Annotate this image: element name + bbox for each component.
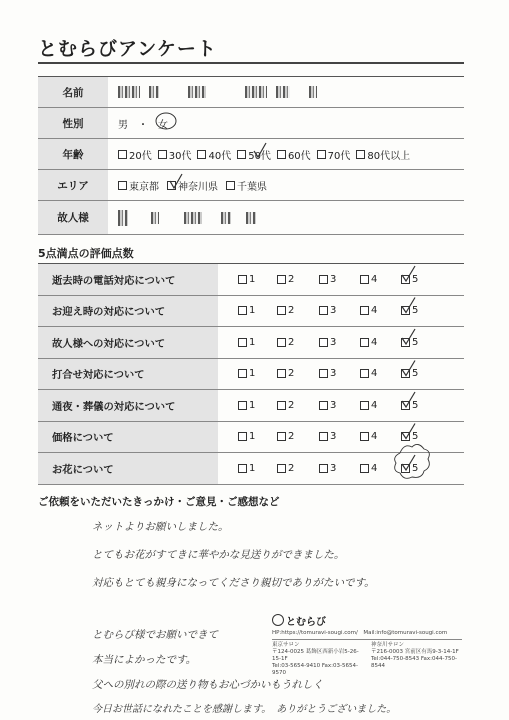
rating-label: お迎え時の対応について xyxy=(38,296,218,327)
age-row xyxy=(38,139,464,170)
checkbox-icon xyxy=(360,275,369,284)
rating-row xyxy=(38,359,464,391)
checkbox-icon xyxy=(319,432,328,441)
rating-label: 故人様への対応について xyxy=(38,327,218,358)
rating-score-option[interactable]: 5 xyxy=(401,431,418,442)
kanagawa-salon-name: 神奈川サロン xyxy=(371,642,405,648)
rating-score-option[interactable]: 4 xyxy=(360,274,377,285)
rating-score-option[interactable]: 2 xyxy=(277,368,294,379)
checkbox-icon xyxy=(277,306,286,315)
rating-score-option[interactable]: 5 xyxy=(401,368,418,379)
brand-logo: とむらび xyxy=(272,613,326,628)
rating-score-option[interactable]: 2 xyxy=(277,400,294,411)
ratings-table xyxy=(38,263,464,485)
rating-score-option[interactable]: 5 xyxy=(401,274,418,285)
rating-score-option[interactable]: 4 xyxy=(360,400,377,411)
rating-label: お花について xyxy=(38,453,218,484)
checkbox-icon xyxy=(238,338,247,347)
deceased-value-redacted xyxy=(108,210,259,226)
age-option[interactable]: 20代 xyxy=(118,147,152,162)
footer-contact xyxy=(272,630,462,677)
checkbox-icon xyxy=(360,401,369,410)
rating-score-option[interactable]: 4 xyxy=(360,431,377,442)
checkbox-icon xyxy=(401,432,410,441)
checkbox-icon xyxy=(360,338,369,347)
rating-row xyxy=(38,422,464,454)
rating-score-option[interactable]: 3 xyxy=(319,463,336,474)
rating-score-option[interactable]: 5 xyxy=(401,400,418,411)
rating-score-option[interactable]: 2 xyxy=(277,305,294,316)
name-row xyxy=(38,77,464,108)
checkbox-icon xyxy=(319,306,328,315)
rating-score-option[interactable]: 4 xyxy=(360,368,377,379)
rating-row xyxy=(38,264,464,296)
gender-row xyxy=(38,108,464,139)
kanagawa-salon-tel: Tel:044-750-8543 Fax:044-750-8544 xyxy=(371,656,458,669)
brand-mark-icon xyxy=(272,614,284,626)
rating-score-option[interactable]: 3 xyxy=(319,368,336,379)
rating-score-option[interactable]: 1 xyxy=(238,463,255,474)
rating-score-option[interactable]: 5 xyxy=(401,305,418,316)
area-label: エリア xyxy=(38,170,108,200)
area-row xyxy=(38,170,464,201)
rating-score-option[interactable]: 3 xyxy=(319,274,336,285)
gender-option-male[interactable]: 男 xyxy=(118,119,128,131)
comment-line: とむらび様でお願いできて xyxy=(92,629,218,641)
rating-score-option[interactable]: 2 xyxy=(277,431,294,442)
title-underline xyxy=(38,62,464,64)
rating-label: 逝去時の電話対応について xyxy=(38,264,218,295)
tokyo-salon-tel: Tel:03-5654-9410 Fax:03-5654-9570 xyxy=(272,663,359,676)
rating-label: 通夜・葬儀の対応について xyxy=(38,390,218,421)
checkbox-icon xyxy=(401,401,410,410)
rating-score-option[interactable]: 1 xyxy=(238,337,255,348)
name-value-redacted xyxy=(108,86,320,98)
age-option[interactable]: 50代 xyxy=(237,147,271,162)
comment-line: 対応もとても親身になってくださり親切でありがたいです。 xyxy=(92,577,375,589)
rating-label: 価格について xyxy=(38,422,218,453)
checkbox-icon xyxy=(401,369,410,378)
rating-row xyxy=(38,453,464,485)
rating-score-option[interactable]: 5 xyxy=(401,463,418,474)
checkbox-icon xyxy=(401,306,410,315)
rating-score-option[interactable]: 3 xyxy=(319,431,336,442)
checkbox-icon xyxy=(319,369,328,378)
checkbox-icon xyxy=(277,369,286,378)
comment-line: とてもお花がすてきに華やかな見送りができました。 xyxy=(92,549,345,561)
checkbox-icon xyxy=(277,464,286,473)
footer-hp: HP:https://tomuravi-sougi.com/ Mail:info@tomuravi-sougi.com xyxy=(272,630,462,640)
age-option[interactable]: 60代 xyxy=(277,147,311,162)
checkbox-icon xyxy=(238,401,247,410)
rating-score-option[interactable]: 1 xyxy=(238,305,255,316)
gender-separator: ・ xyxy=(138,119,148,131)
age-label: 年齢 xyxy=(38,139,108,169)
age-option[interactable]: 30代 xyxy=(158,147,192,162)
comment-line: ネットよりお願いしました。 xyxy=(92,521,229,533)
gender-option-female[interactable]: 女 xyxy=(158,119,168,131)
checkbox-icon xyxy=(277,338,286,347)
checkbox-icon xyxy=(319,275,328,284)
ratings-section-title: 5点満点の評価点数 xyxy=(38,247,134,260)
rating-score-option[interactable]: 3 xyxy=(319,337,336,348)
kanagawa-salon-address: 〒216-0003 宮前区有馬9-3-14-1F xyxy=(371,649,459,655)
checkbox-icon xyxy=(360,464,369,473)
rating-score-option[interactable]: 1 xyxy=(238,431,255,442)
deceased-row xyxy=(38,201,464,235)
checkbox-icon xyxy=(401,464,410,473)
checkbox-icon xyxy=(277,432,286,441)
gender-label: 性別 xyxy=(38,108,108,138)
rating-score-option[interactable]: 4 xyxy=(360,463,377,474)
rating-score-option[interactable]: 4 xyxy=(360,305,377,316)
name-label: 名前 xyxy=(38,77,108,107)
comment-line: 父への別れの際の送り物もお心づかいもうれしく xyxy=(92,679,323,691)
checkbox-icon xyxy=(401,338,410,347)
rating-score-option[interactable]: 2 xyxy=(277,463,294,474)
rating-label: 打合せ対応について xyxy=(38,359,218,390)
checkbox-icon xyxy=(319,464,328,473)
rating-row xyxy=(38,390,464,422)
tokyo-salon-name: 東京サロン xyxy=(272,642,300,648)
rating-score-option[interactable]: 4 xyxy=(360,337,377,348)
age-option[interactable]: 70代 xyxy=(317,147,351,162)
rating-row xyxy=(38,296,464,328)
checkbox-icon xyxy=(360,369,369,378)
comment-line: 今日お世話になれたことを感謝します。 ありがとうございました。 xyxy=(92,704,397,715)
rating-score-option[interactable]: 2 xyxy=(277,274,294,285)
rating-score-option[interactable]: 3 xyxy=(319,305,336,316)
checkbox-icon xyxy=(238,464,247,473)
comment-section-title: ご依頼をいただいたきっかけ・ご意見・ご感想など xyxy=(38,496,280,508)
rating-row xyxy=(38,327,464,359)
rating-score-option[interactable]: 1 xyxy=(238,400,255,411)
checkbox-icon xyxy=(277,401,286,410)
checkbox-icon xyxy=(319,338,328,347)
checkbox-icon xyxy=(319,401,328,410)
rating-score-option[interactable]: 1 xyxy=(238,368,255,379)
checkbox-icon xyxy=(360,306,369,315)
checkbox-icon xyxy=(238,306,247,315)
checkbox-icon xyxy=(277,275,286,284)
age-option[interactable]: 40代 xyxy=(197,147,231,162)
checkbox-icon xyxy=(238,275,247,284)
area-option[interactable]: 東京都 xyxy=(118,178,159,193)
rating-score-option[interactable]: 3 xyxy=(319,400,336,411)
area-option[interactable]: 千葉県 xyxy=(226,178,267,193)
rating-score-option[interactable]: 2 xyxy=(277,337,294,348)
rating-score-option[interactable]: 1 xyxy=(238,274,255,285)
comment-line: 本当によかったです。 xyxy=(92,654,197,666)
checkbox-icon xyxy=(401,275,410,284)
deceased-label: 故人様 xyxy=(38,201,108,234)
rating-score-option[interactable]: 5 xyxy=(401,337,418,348)
area-option[interactable]: 神奈川県 xyxy=(167,178,218,193)
age-option[interactable]: 80代以上 xyxy=(356,147,410,162)
info-table xyxy=(38,76,464,235)
page-title: とむらびアンケート xyxy=(38,38,217,60)
checkbox-icon xyxy=(360,432,369,441)
checkbox-icon xyxy=(238,369,247,378)
checkbox-icon xyxy=(238,432,247,441)
tokyo-salon-address: 〒124-0025 葛飾区西新小岩5-26-15-1F xyxy=(272,649,359,662)
